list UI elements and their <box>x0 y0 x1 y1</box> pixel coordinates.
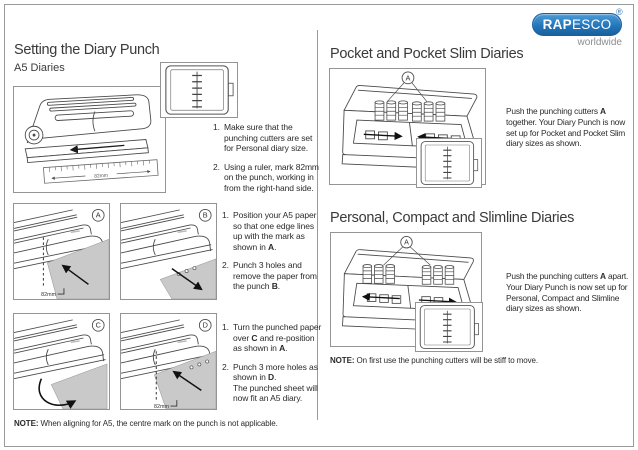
brand-tagline: worldwide <box>577 37 622 48</box>
personal-section-body: Push the punching cutters A apart. Your Diary Punch is now set up for Personal, Compact and Slimline diary sizes as shown. <box>506 271 629 314</box>
step-text: Turn the punched paper over C and re-position as shown in A. <box>233 322 322 354</box>
left-section-title: Setting the Diary Punch <box>14 42 160 58</box>
step-text: Using a ruler, mark 82mm on the punch, working in from the right-hand side. <box>224 161 319 193</box>
panel-c-illustration <box>14 314 109 409</box>
diary-illustration <box>416 303 482 351</box>
ruler <box>43 160 158 184</box>
panel-b-illustration <box>121 204 216 299</box>
panel-c-diagram <box>13 313 110 410</box>
left-section-subtitle: A5 Diaries <box>14 62 65 74</box>
cd-step-1 <box>222 322 324 354</box>
pocket-section-body: Push the punching cutters A together. Your Diary Punch is now set up for Pocket and Pocket Slim diary sizes as shown. <box>506 106 626 149</box>
a5-diary-icon <box>160 62 238 118</box>
tiny-brand-mark <box>71 231 80 232</box>
dimension-label: 82mm <box>154 404 169 409</box>
punch-ruler-diagram <box>13 86 166 193</box>
callout-label: A <box>404 238 409 247</box>
note-label: NOTE: <box>14 419 39 428</box>
step-number: 2. <box>213 161 220 172</box>
ab-step-1 <box>222 210 321 252</box>
step-text: Position your A5 paper so that one edge lines up with the mark as shown in A. <box>233 210 317 252</box>
panel-label: C <box>95 320 101 330</box>
panel-a-diagram <box>13 203 110 300</box>
step-number: 1. <box>222 322 229 332</box>
ruler-dimension-label: 82mm <box>94 173 109 180</box>
diary-illustration <box>161 63 237 117</box>
punch-corner-lines <box>121 210 213 269</box>
step-text: Punch 3 more holes as shown in D. The punched sheet will now fit an A5 diary. <box>233 361 318 404</box>
setup-step-1 <box>213 122 321 154</box>
dimension-label: 82mm <box>41 292 57 299</box>
panel-label: D <box>202 320 208 330</box>
pocket-diary-icon <box>416 138 482 188</box>
step-number: 2. <box>222 260 229 271</box>
punch-ruler-illustration <box>14 87 165 192</box>
ab-step-2 <box>222 260 321 292</box>
rapesco-logo <box>532 13 622 36</box>
callout-label: A <box>405 73 411 83</box>
setup-steps-list <box>213 122 321 193</box>
step-text: Make sure that the punching cutters are set for Personal diary size. <box>224 122 313 154</box>
panel-d-diagram <box>120 313 217 410</box>
logo-text-rest: ESCO <box>571 17 612 32</box>
a5-note <box>14 419 278 428</box>
panel-a-illustration <box>14 204 109 299</box>
pocket-section-title: Pocket and Pocket Slim Diaries <box>330 46 524 62</box>
panel-b-diagram <box>120 203 217 300</box>
note-label: NOTE: <box>330 356 355 365</box>
step-number: 2. <box>222 361 229 372</box>
panel-label: B <box>202 210 208 220</box>
paper-sheet <box>47 239 109 299</box>
note-text: On first use the punching cutters will be stiff to move. <box>354 356 538 365</box>
diary-illustration <box>417 139 481 187</box>
cd-steps-list <box>222 322 324 404</box>
registered-trademark-icon: ® <box>616 7 623 17</box>
personal-section-title: Personal, Compact and Slimline Diaries <box>330 210 575 226</box>
right-note <box>330 356 538 365</box>
paper-sheet <box>160 259 216 299</box>
note-text: When aligning for A5, the centre mark on the punch is not applicable. <box>38 419 278 428</box>
cd-step-2 <box>222 362 324 404</box>
ab-steps-list <box>222 210 321 292</box>
step-text: Punch 3 holes and remove the paper from the punch B. <box>233 260 317 292</box>
personal-diary-icon <box>415 302 483 352</box>
step-number: 1. <box>222 210 229 220</box>
tiny-brand-mark <box>178 231 187 232</box>
step-number: 1. <box>213 122 220 132</box>
panel-d-illustration <box>121 314 216 409</box>
logo-text-bold: RAP <box>542 17 572 32</box>
punch-body <box>25 95 151 163</box>
tiny-brand-mark <box>71 341 80 342</box>
paper-sheet <box>51 364 107 409</box>
tiny-brand-mark <box>178 341 187 342</box>
setup-step-2 <box>213 162 321 194</box>
panel-label: A <box>95 210 101 220</box>
